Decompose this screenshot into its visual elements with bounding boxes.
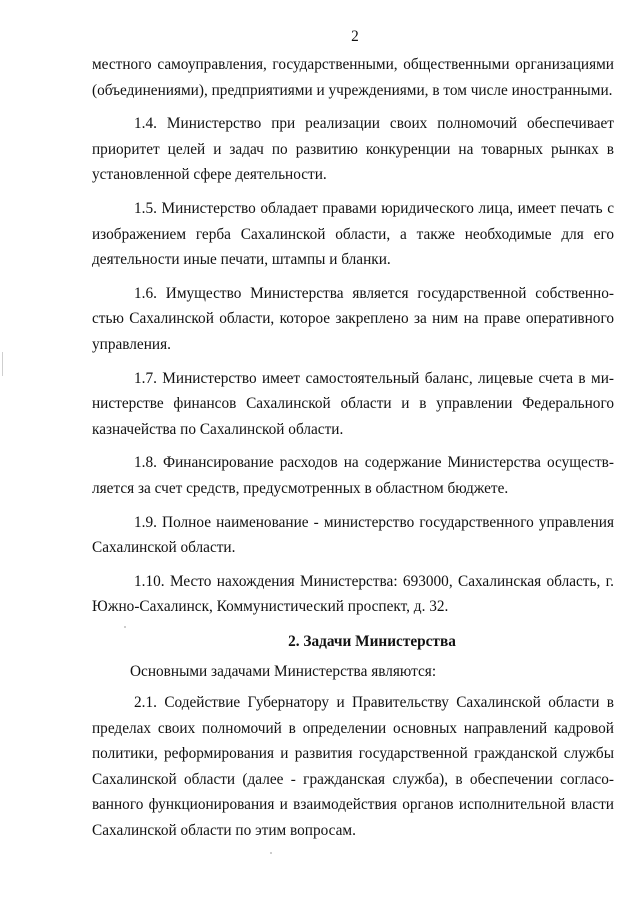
document-body xyxy=(92,52,614,844)
paragraph-1-10: 1.10. Место нахождения Министерства: 693000, Сахалинская область, г. Южно-Сахалинск, Коммунистический проспект, д. 32. xyxy=(92,572,614,616)
paragraph-1-8: 1.8. Финансирование расходов на содержание Министерства осуществляется за счет средств, предусмотренных в областном бюджете. xyxy=(92,454,614,497)
paragraph-2-1: 2.1. Содействие Губернатору и Правительству Сахалинской области в пределах своих полномочий в определении основных направлений кадровой политики, реформирования и развития государственной гражданской службы Сахалинской области (далее - гражданская служба), в обеспечении согласованного функционирования и взаимодействия органов исполнительной власти Сахалинской области по этим вопросам. xyxy=(92,694,614,840)
scan-artifact xyxy=(270,852,272,854)
section-title: 2. Задачи Министерства xyxy=(288,632,456,650)
page-number: 2 xyxy=(351,28,359,45)
paragraph-1-7: 1.7. Министерство имеет самостоятельный баланс, лицевые счета в министерстве финансов Сахалинской области и в управлении Федерального казначейства по Сахалинской области. xyxy=(92,369,614,438)
paragraph-1-6: 1.6. Имущество Министерства является государственной собственностью Сахалинской области, которое закреплено за ним на праве оперативного управления. xyxy=(92,284,614,353)
paragraph-1-5: 1.5. Министерство обладает правами юридического лица, имеет печать с изображением герба Сахалинской области, а также необходимые для его деятельности иные печати, штампы и бланки. xyxy=(92,199,614,269)
paragraph-tasks-intro: Основными задачами Министерства являются: xyxy=(130,663,437,681)
scan-artifact xyxy=(124,626,126,628)
scan-artifact xyxy=(2,352,3,376)
paragraph-continuation: местного самоуправления, государственными, общественными организациями (объединениями), предприятиями и учреждениями, в том числе иностранными. xyxy=(92,56,614,99)
paragraph-1-9: 1.9. Полное наименование - министерство государственного управления Сахалинской области. xyxy=(92,513,614,557)
paragraph-1-4: 1.4. Министерство при реализации своих полномочий обеспечивает приоритет целей и задач по развитию конкуренции на товарных рынках в установленной сфере деятельности. xyxy=(92,115,614,184)
